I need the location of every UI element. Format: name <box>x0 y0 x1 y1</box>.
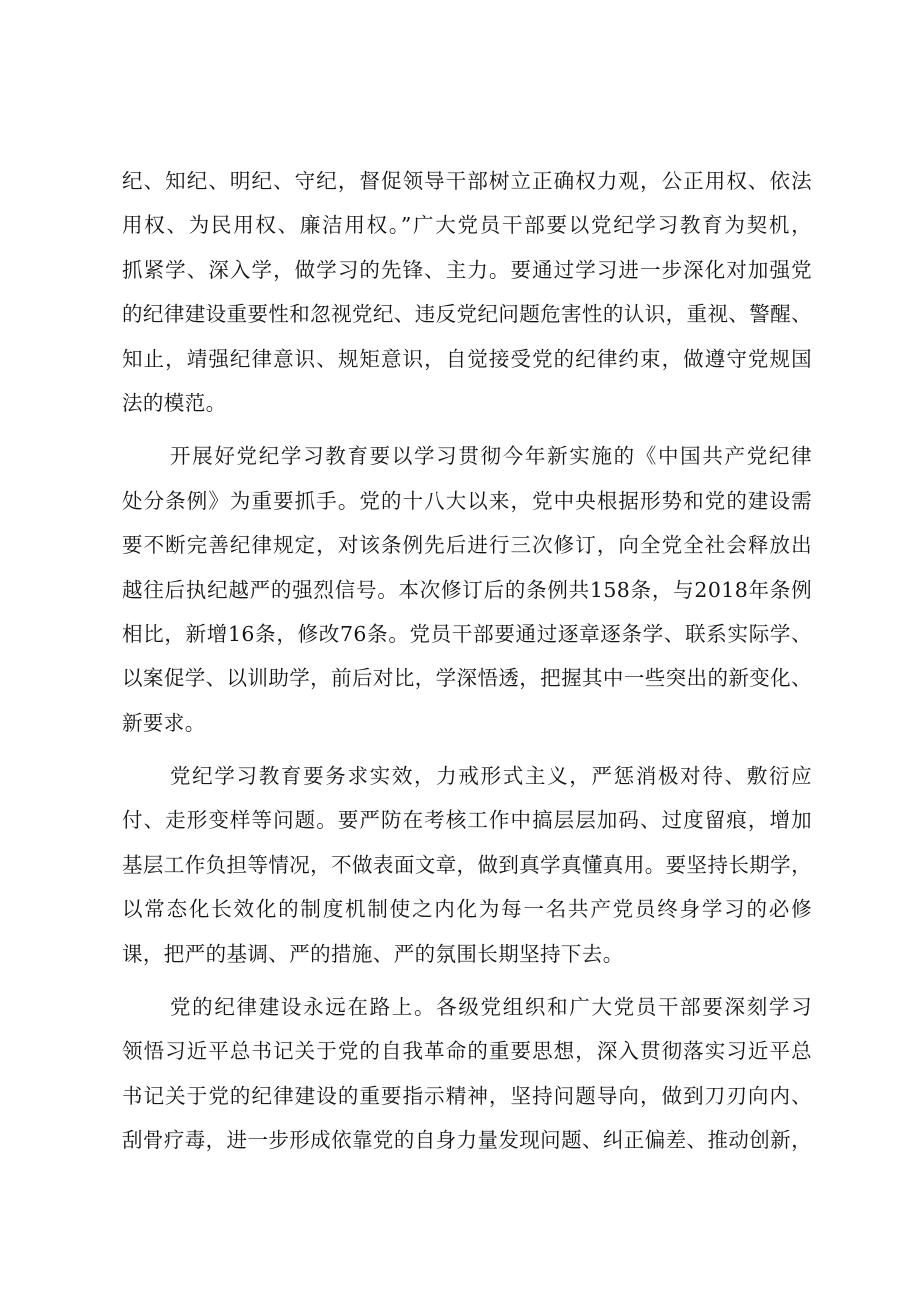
text-line: 要不断完善纪律规定，对该条例先后进行三次修订，向全党全社会释放出 <box>122 533 812 558</box>
text-line: 课，把严的基调、严的措施、严的氛围长期坚持下去。 <box>122 941 624 966</box>
text-line: 的纪律建设重要性和忽视党纪、违反党纪问题危害性的认识，重视、警醒、 <box>122 302 812 327</box>
paragraph-gap <box>122 425 812 434</box>
text-line: 相比，新增16条，修改76条。党员干部要通过逐章逐条学、联系实际学、 <box>122 621 812 646</box>
text-line: 知止，靖强纪律意识、规矩意识，自觉接受党的纪律约束，做遵守党规国 <box>122 346 812 371</box>
paragraph-gap <box>122 976 812 985</box>
text-line: 新要求。 <box>122 710 206 735</box>
text-line: 领悟习近平总书记关于党的自我革命的重要思想，深入贯彻落实习近平总 <box>122 1039 812 1064</box>
text-line: 法的模范。 <box>122 390 227 415</box>
text-line: 用权、为民用权、廉洁用权。”广大党员干部要以党纪学习教育为契机， <box>122 213 812 238</box>
text-line: 基层工作负担等情况，不做表面文章，做到真学真懂真用。要坚持长期学， <box>122 852 812 877</box>
paragraph-4 <box>122 985 812 1163</box>
text-line: 付、走形变样等问题。要严防在考核工作中搞层层加码、过度留痕，增加 <box>122 808 812 833</box>
text-line: 书记关于党的纪律建设的重要指示精神，坚持问题导向，做到刀刃向内、 <box>122 1083 812 1108</box>
text-line: 越往后执纪越严的强烈信号。本次修订后的条例共158条，与2018年条例 <box>122 577 812 602</box>
text-line: 以常态化长效化的制度机制使之内化为每一名共产党员终身学习的必修 <box>122 897 812 922</box>
text-line: 刮骨疗毒，进一步形成依靠党的自身力量发现问题、纠正偏差、推动创新， <box>122 1128 812 1153</box>
text-line: 党纪学习教育要务求实效，力戒形式主义，严惩消极对待、敷衍应 <box>170 764 812 789</box>
paragraph-3 <box>122 754 812 976</box>
text-line: 党的纪律建设永远在路上。各级党组织和广大党员干部要深刻学习 <box>170 995 812 1020</box>
document-body <box>122 159 812 1163</box>
text-line: 抓紧学、深入学，做学习的先锋、主力。要通过学习进一步深化对加强党 <box>122 257 812 282</box>
text-line: 纪、知纪、明纪、守纪，督促领导干部树立正确权力观，公正用权、依法 <box>122 169 812 193</box>
paragraph-1 <box>122 159 812 425</box>
text-line: 处分条例》为重要抓手。党的十八大以来，党中央根据形势和党的建设需 <box>122 488 812 513</box>
text-line: 以案促学、以训助学，前后对比，学深悟透，把握其中一些突出的新变化、 <box>122 666 812 691</box>
text-line: 开展好党纪学习教育要以学习贯彻今年新实施的《中国共产党纪律 <box>170 444 812 469</box>
paragraph-2 <box>122 434 812 745</box>
paragraph-gap <box>122 745 812 754</box>
